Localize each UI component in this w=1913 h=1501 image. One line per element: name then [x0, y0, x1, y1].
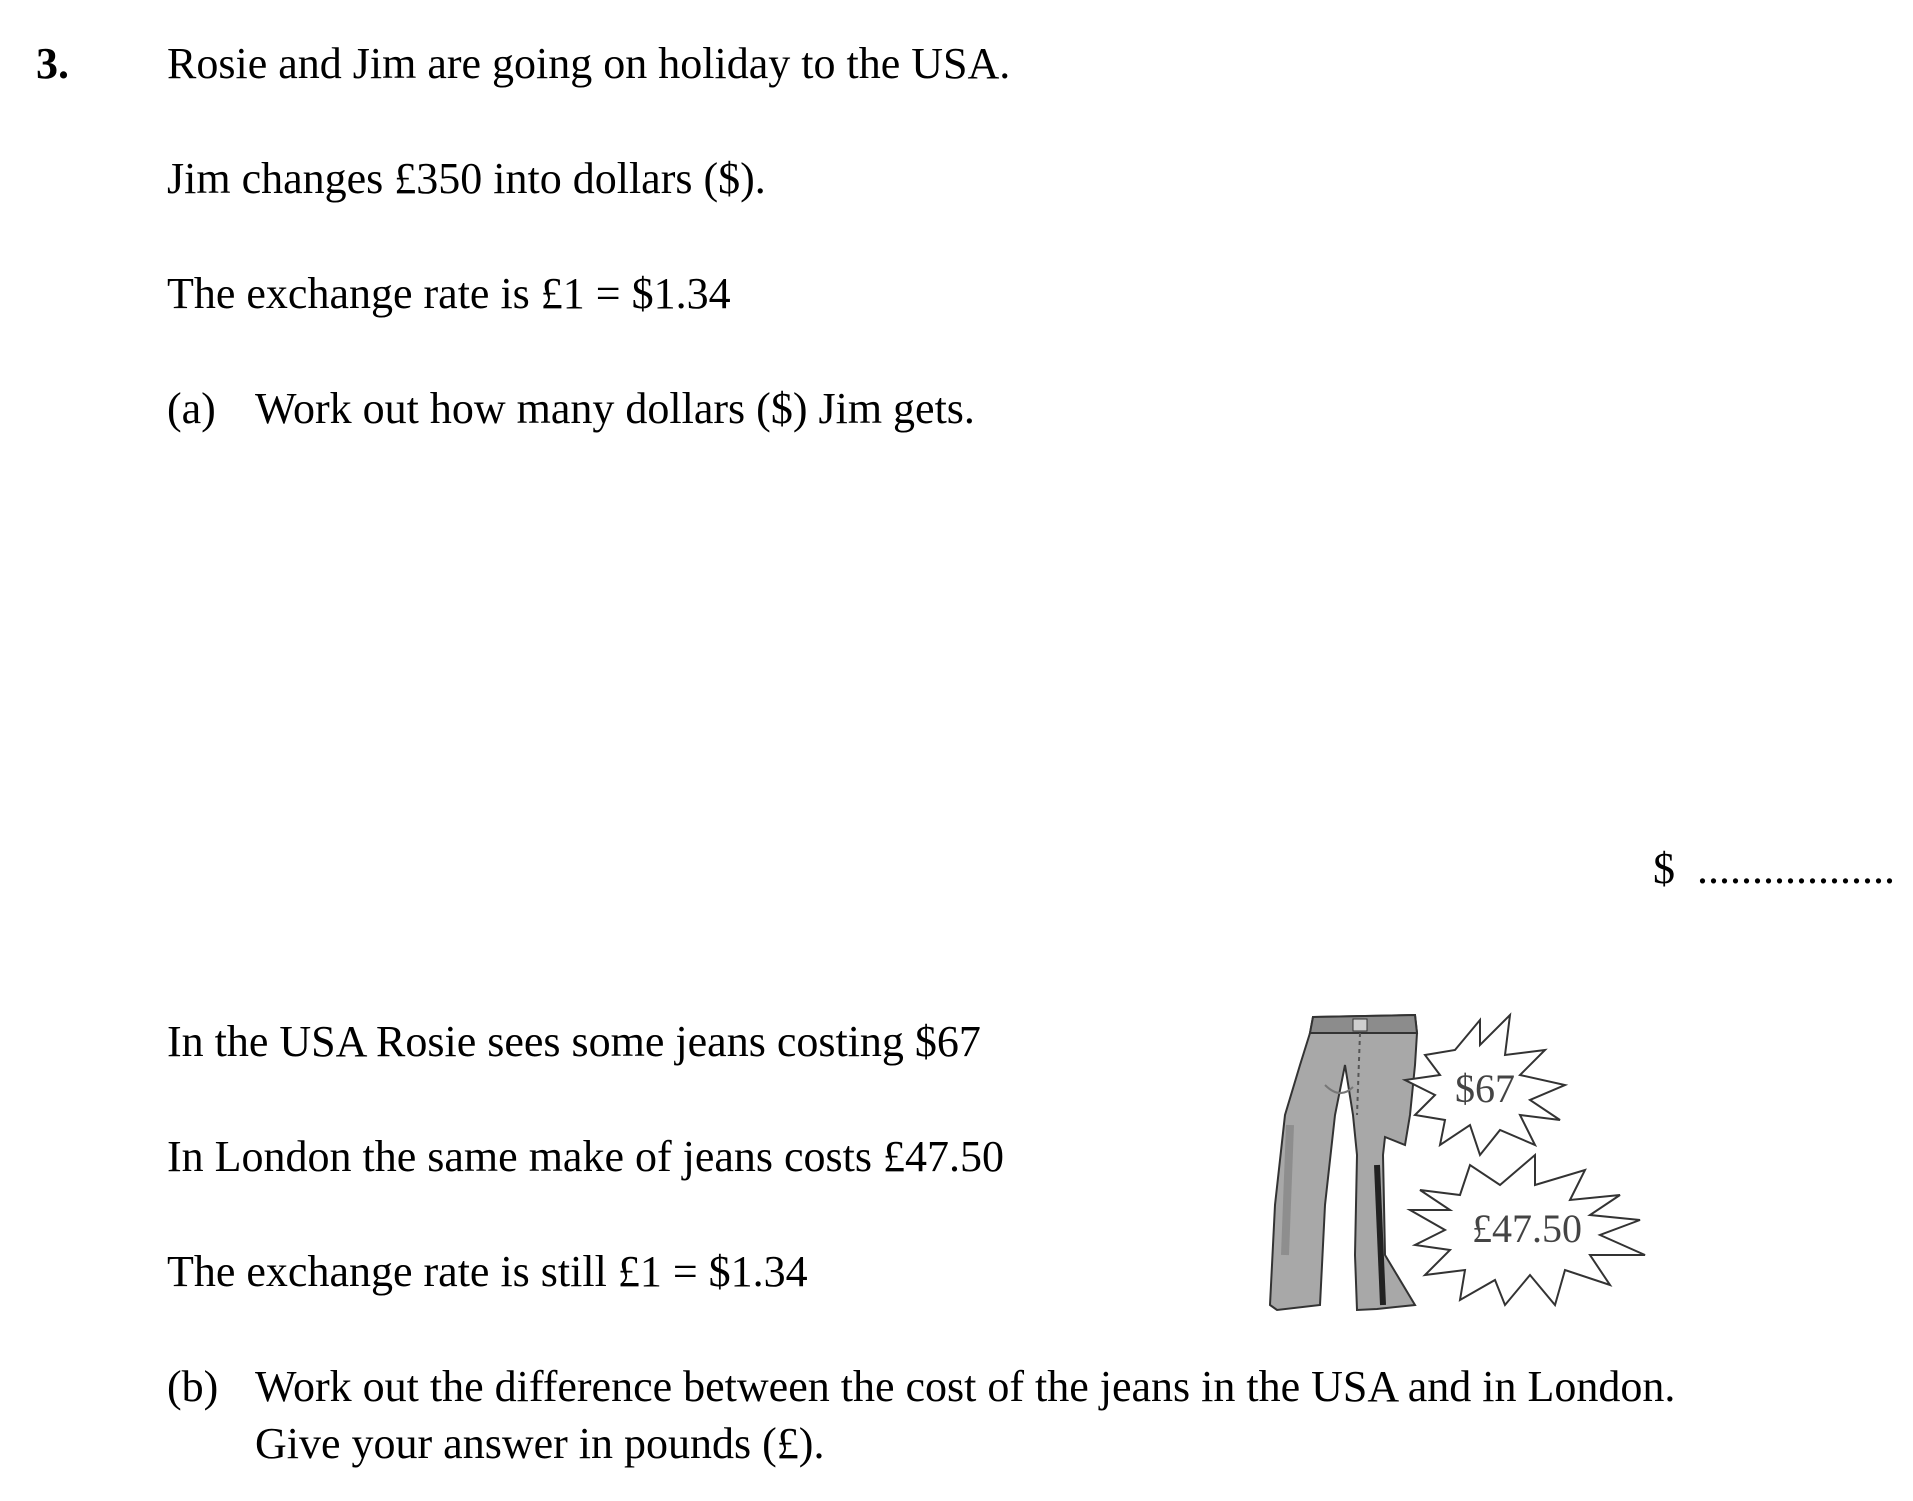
- jeans-price-illustration: [1265, 1005, 1755, 1320]
- london-price-tag: £47.50: [1472, 1206, 1582, 1251]
- part-a-answer-line[interactable]: ..................: [1697, 844, 1895, 893]
- question-number: 3.: [36, 39, 69, 88]
- context-b-line-3: The exchange rate is still £1 = $1.34: [167, 1247, 808, 1296]
- usa-price-starburst: [1405, 1015, 1565, 1155]
- jeans-icon: [1270, 1015, 1417, 1310]
- part-b-label: (b): [167, 1362, 219, 1411]
- intro-line-3: The exchange rate is £1 = $1.34: [167, 269, 731, 318]
- part-a-answer-prefix: $: [1653, 844, 1675, 893]
- part-a-label: (a): [167, 384, 216, 433]
- part-b-question-line-2: Give your answer in pounds (£).: [255, 1419, 825, 1468]
- intro-line-2: Jim changes £350 into dollars ($).: [167, 154, 766, 203]
- context-b-line-1: In the USA Rosie sees some jeans costing $67: [167, 1017, 981, 1066]
- london-price-starburst: [1410, 1155, 1645, 1305]
- intro-line-1: Rosie and Jim are going on holiday to the USA.: [167, 39, 1011, 88]
- part-b-question-line-1: Work out the difference between the cost of the jeans in the USA and in London.: [255, 1362, 1676, 1411]
- context-b-line-2: In London the same make of jeans costs £47.50: [167, 1132, 1005, 1181]
- part-a-question: Work out how many dollars ($) Jim gets.: [255, 384, 975, 433]
- usa-price-tag: $67: [1455, 1066, 1515, 1111]
